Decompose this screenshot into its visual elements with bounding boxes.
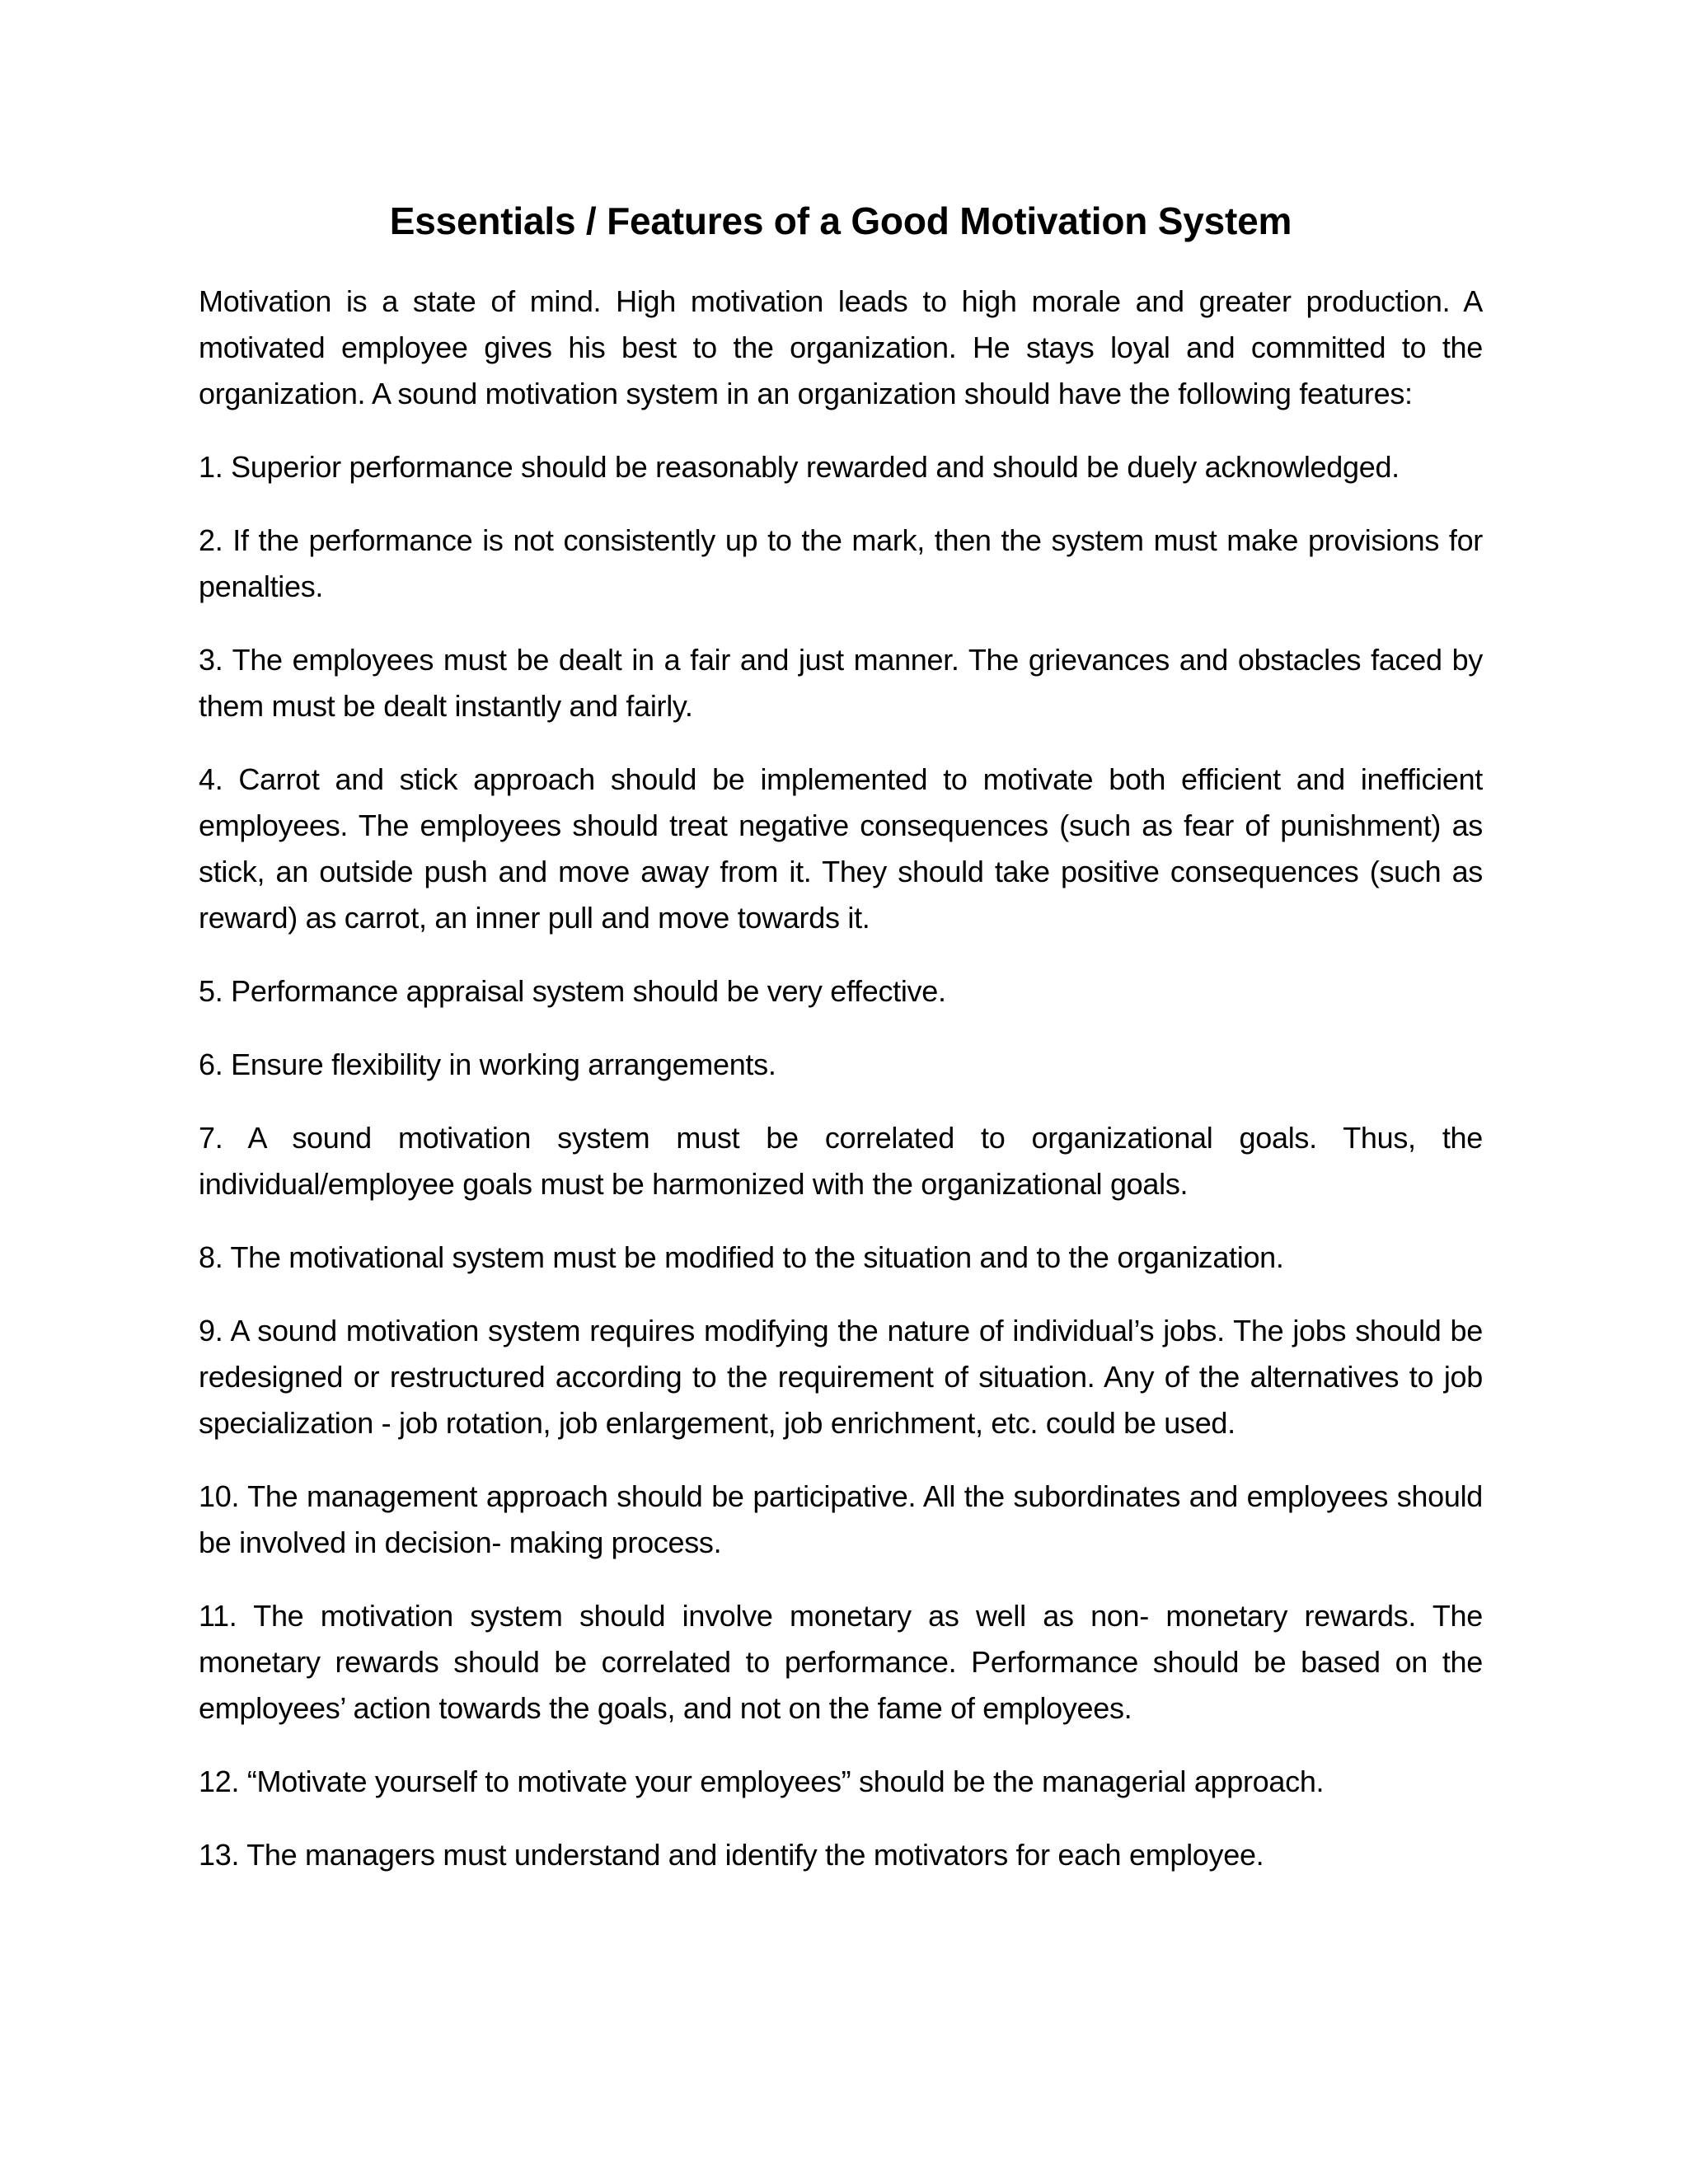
document-title: Essentials / Features of a Good Motivation System bbox=[389, 199, 1292, 242]
point-5: 5. Performance appraisal system should be very effective. bbox=[199, 974, 946, 1008]
point-11: 11. The motivation system should involve monetary as well as non- monetary rewards. The monetary rewards should be correlated to performance. Performance should be based on the employees’ action towards the goals, and not on the fame of employees. bbox=[199, 1599, 1483, 1725]
document-body bbox=[199, 196, 1483, 1905]
point-13: 13. The managers must understand and identify the motivators for each employee. bbox=[199, 1838, 1264, 1872]
point-1: 1. Superior performance should be reasonably rewarded and should be duely acknowledged. bbox=[199, 450, 1400, 484]
point-6: 6. Ensure flexibility in working arrangements. bbox=[199, 1047, 776, 1081]
point-2: 2. If the performance is not consistently up to the mark, then the system must make provisions for penalties. bbox=[199, 523, 1483, 603]
point-3: 3. The employees must be dealt in a fair and just manner. The grievances and obstacles faced by them must be dealt instantly and fairly. bbox=[199, 643, 1483, 723]
point-4: 4. Carrot and stick approach should be implemented to motivate both efficient and inefficient employees. The employees should treat negative consequences (such as fear of punishment) as stick, an outside push and move away from it. They should take positive consequences (such as reward) as carrot, an inner pull and move towards it. bbox=[199, 762, 1483, 935]
point-9: 9. A sound motivation system requires modifying the nature of individual’s jobs. The jobs should be redesigned or restructured according to the requirement of situation. Any of the alternatives to job specialization - job rotation, job enlargement, job enrichment, etc. could be used. bbox=[199, 1314, 1483, 1440]
point-10: 10. The management approach should be participative. All the subordinates and employees should be involved in decision- making process. bbox=[199, 1479, 1483, 1559]
point-7: 7. A sound motivation system must be correlated to organizational goals. Thus, the individual/employee goals must be harmonized with the organizational goals. bbox=[199, 1121, 1483, 1201]
intro-paragraph: Motivation is a state of mind. High motivation leads to high morale and greater production. A motivated employee gives his best to the organization. He stays loyal and committed to the organization. A sound motivation system in an organization should have the following features: bbox=[199, 284, 1483, 410]
point-8: 8. The motivational system must be modified to the situation and to the organization. bbox=[199, 1240, 1284, 1274]
point-12: 12. “Motivate yourself to motivate your employees” should be the managerial approach. bbox=[199, 1765, 1325, 1798]
